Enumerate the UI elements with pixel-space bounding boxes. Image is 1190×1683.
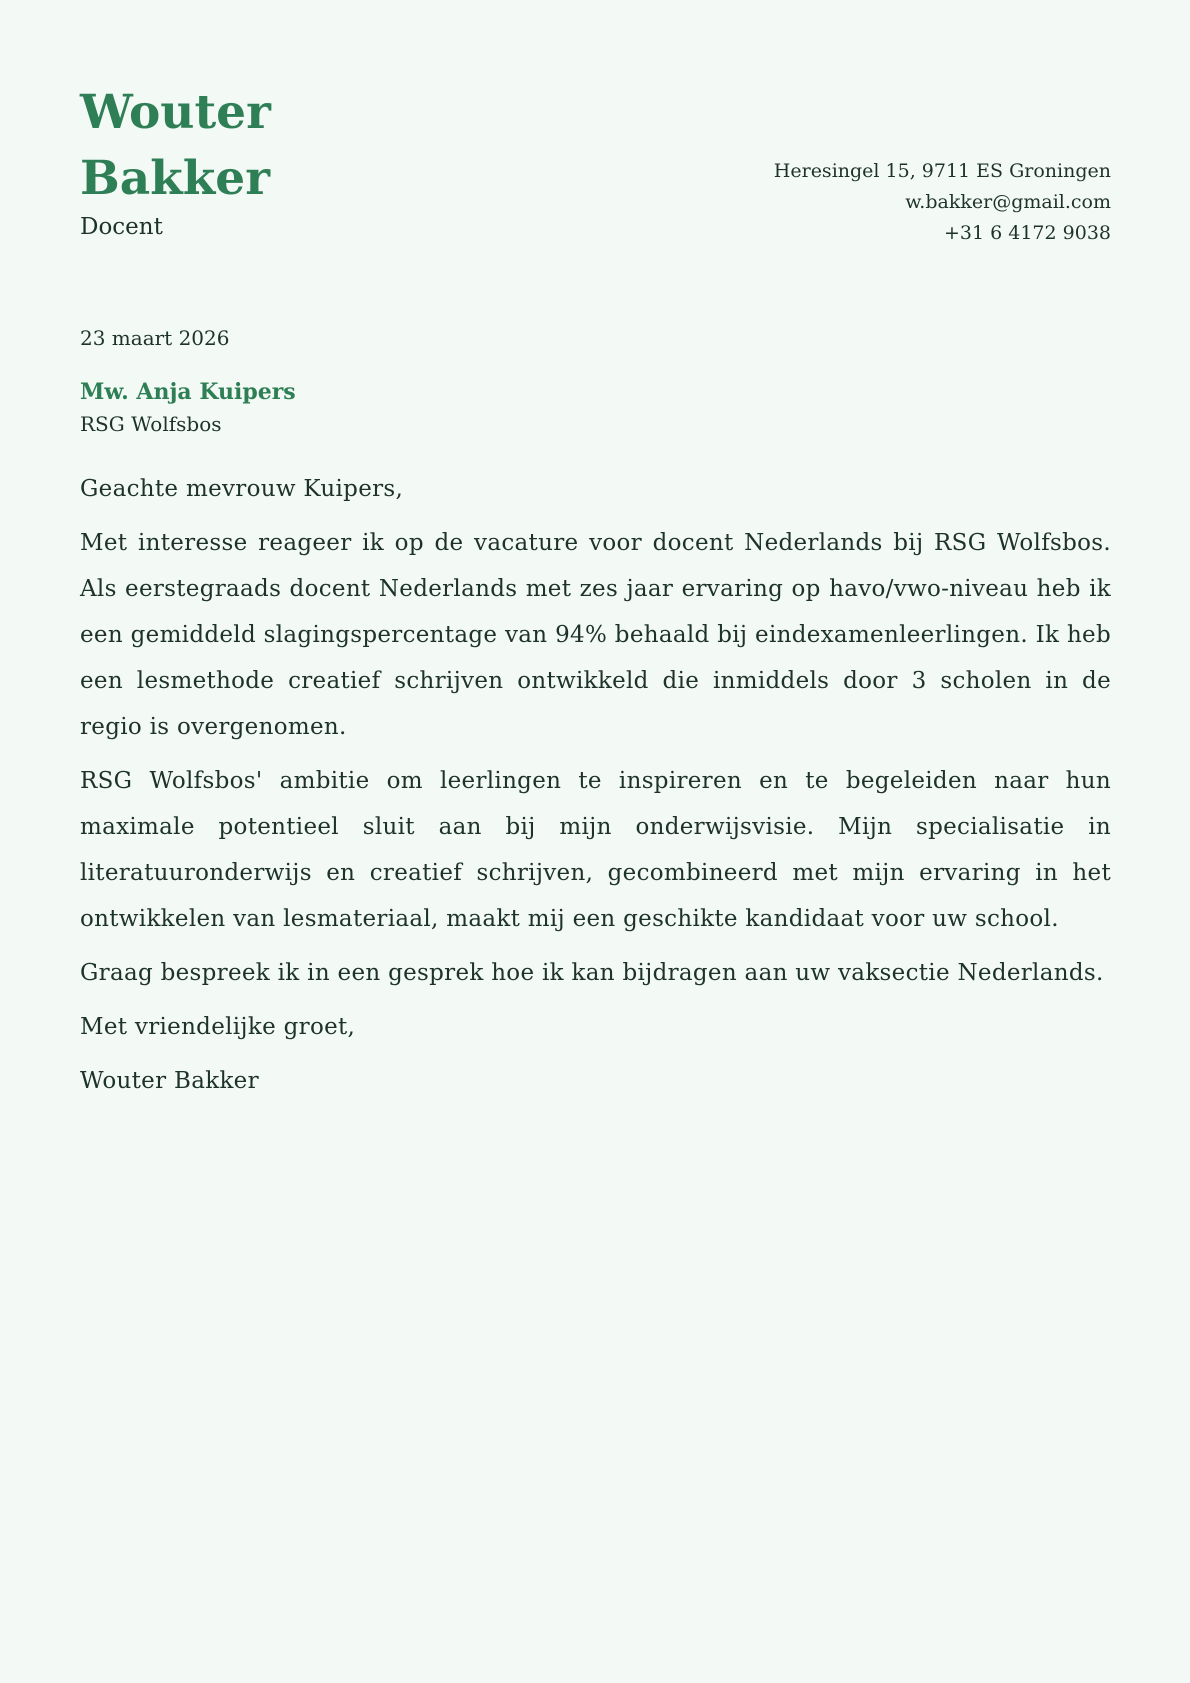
recipient-block <box>80 376 1111 440</box>
paragraph: RSG Wolfsbos' ambitie om leerlingen te inspireren en te begeleiden naar hun maximale potentieel sluit aan bij mijn onderwijsvisie. Mijn specialisatie in literatuuronderwijs en creatief schrijven, gecombineerd met mijn ervaring in het ontwikkelen van lesmateriaal, maakt mij een geschikte kandidaat voor uw school. <box>80 768 1111 932</box>
closing: Met vriendelijke groet, <box>80 1014 356 1040</box>
sender-email: w.bakker@gmail.com <box>905 191 1111 213</box>
signature: Wouter Bakker <box>80 1068 259 1094</box>
salutation: Geachte mevrouw Kuipers, <box>80 476 404 502</box>
paragraph: Met interesse reageer ik op de vacature voor docent Nederlands bij RSG Wolfsbos. Als eerstegraads docent Nederlands met zes jaar ervaring op havo/vwo-niveau heb ik een gemiddeld slagingspercentage van 94% behaald bij eindexamenleerlingen. Ik heb een lesmethode creatief schrijven ontwikkeld die inmiddels door 3 scholen in de regio is overgenomen. <box>80 530 1111 740</box>
sender-contact <box>774 156 1111 249</box>
letter-body <box>80 466 1111 1104</box>
sender-phone: +31 6 4172 9038 <box>943 222 1111 244</box>
sender-first-name: Wouter <box>80 85 271 140</box>
sender-role: Docent <box>80 214 163 240</box>
letter-date: 23 maart 2026 <box>80 326 230 350</box>
sender-last-name: Bakker <box>80 151 270 206</box>
sender-address: Heresingel 15, 9711 ES Groningen <box>773 160 1111 182</box>
recipient-name: Mw. Anja Kuipers <box>80 379 296 405</box>
letter-page <box>80 80 1111 1112</box>
letter-header <box>80 80 1111 250</box>
sender-name <box>80 80 380 212</box>
paragraph: Graag bespreek ik in een gesprek hoe ik kan bijdragen aan uw vaksectie Nederlands. <box>80 960 1104 986</box>
recipient-organization: RSG Wolfsbos <box>80 412 222 436</box>
